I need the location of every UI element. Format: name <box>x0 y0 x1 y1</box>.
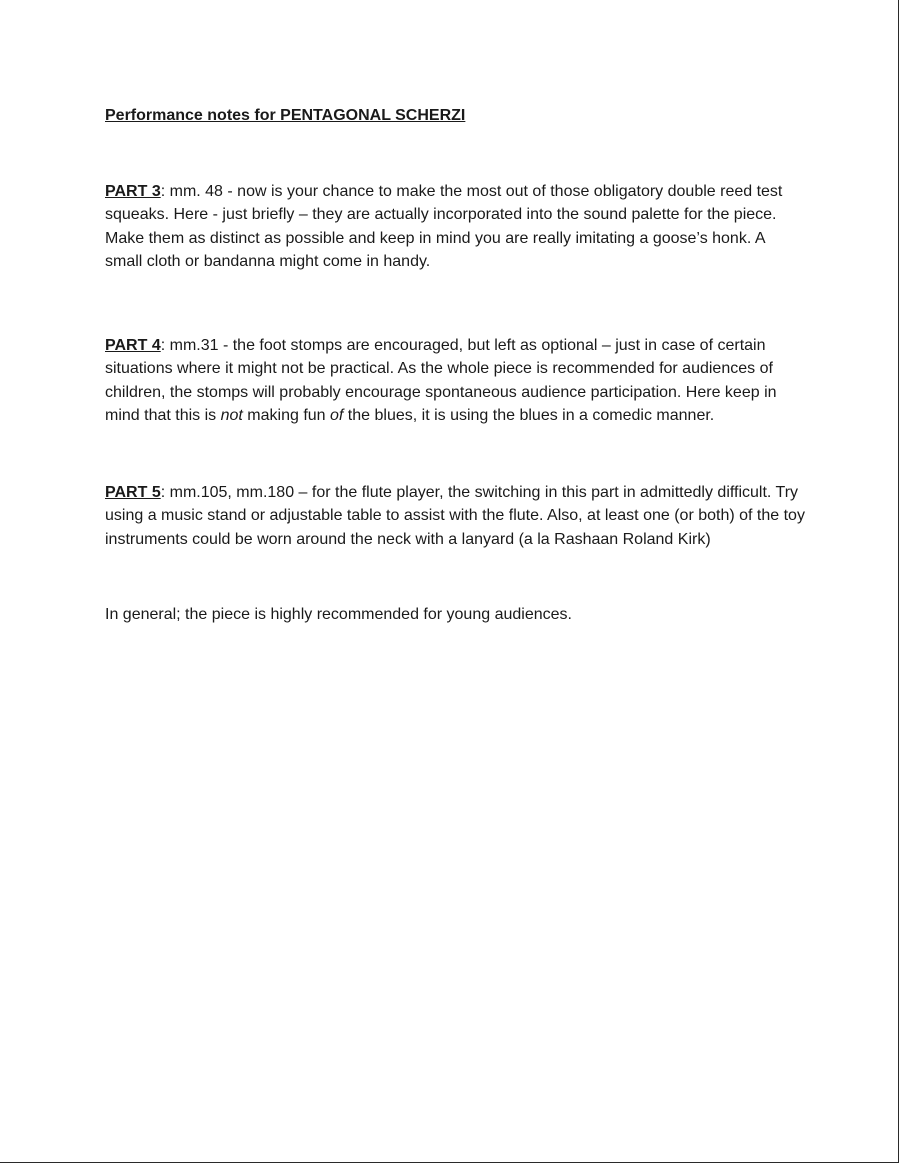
part5-note <box>105 481 805 552</box>
part4-label: PART 4 <box>105 336 161 354</box>
part4-text-b: making fun <box>242 407 331 424</box>
general-note: In general; the piece is highly recommended for young audiences. <box>105 606 572 623</box>
part3-note <box>105 180 805 274</box>
document-title: Performance notes for PENTAGONAL SCHERZI <box>105 107 466 124</box>
part5-label: PART 5 <box>105 483 161 501</box>
part4-emphasis-of: of <box>330 407 344 424</box>
part5-text: : mm.105, mm.180 – for the flute player, the switching in this part in admittedly difficult. Try using a music stand or adjustable table to assist with the flute. Also, at least one (or both) of the toy instruments could be worn around the neck with a lanyard (a la Rashaan Roland Kirk) <box>105 483 805 548</box>
part4-text-c: the blues, it is using the blues in a comedic manner. <box>343 407 715 424</box>
part4-emphasis-not: not <box>220 407 243 424</box>
part3-text: : mm. 48 - now is your chance to make the most out of those obligatory double reed test squeaks. Here - just briefly – they are actually incorporated into the sound palette for the piece. Make them as distinct as possible and keep in mind you are really imitating a goose’s honk. A small cloth or bandanna might come in handy. <box>105 182 783 270</box>
part3-label: PART 3 <box>105 182 161 200</box>
part4-note <box>105 334 805 428</box>
part4-text-a: : mm.31 - the foot stomps are encouraged, but left as optional – just in case of certain situations where it might not be practical. As the whole piece is recommended for audiences of children, the stomps will probably encourage spontaneous audience participation. Here keep in mind that this is <box>105 336 777 424</box>
document-body <box>105 104 805 627</box>
